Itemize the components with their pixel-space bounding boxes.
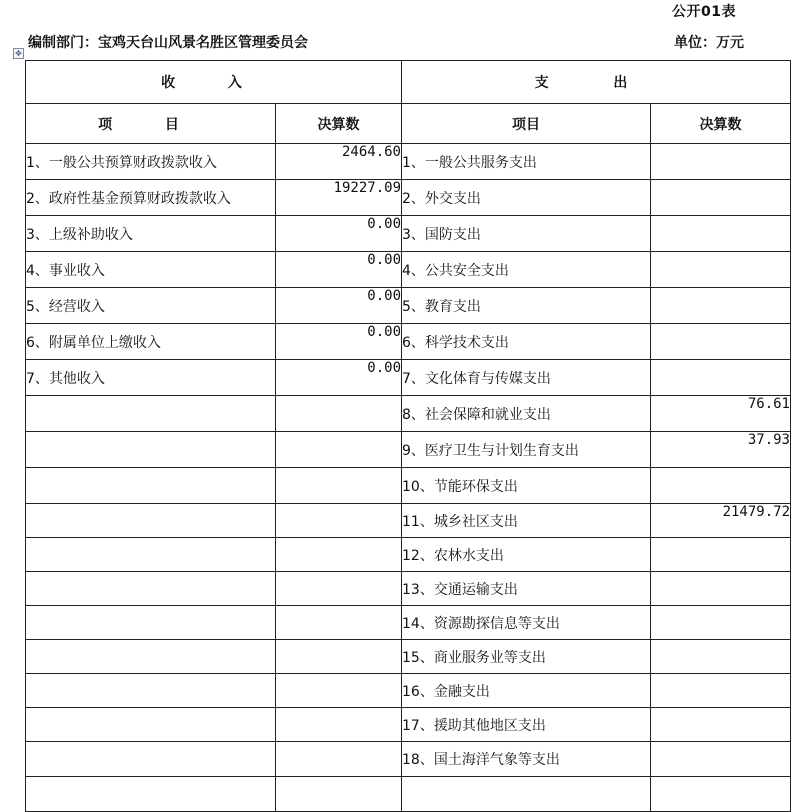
income-item-cell[interactable]: 4、事业收入 [26,252,276,288]
income-amount-col-header: 决算数 [276,104,402,144]
form-number: 公开01表 [672,4,736,20]
income-item-cell[interactable]: 7、其他收入 [26,360,276,396]
table-row [26,777,791,812]
expense-item-cell[interactable]: 2、外交支出 [402,180,651,216]
income-amount-cell[interactable] [276,777,402,812]
expense-amount-cell[interactable] [651,538,791,572]
expense-item-cell[interactable]: 9、医疗卫生与计划生育支出 [402,432,651,468]
income-amount-cell[interactable]: 0.00 [276,288,402,324]
income-item-cell[interactable]: 1、一般公共预算财政拨款收入 [26,144,276,180]
table-row [26,504,791,538]
table-row [26,674,791,708]
income-item-cell[interactable] [26,538,276,572]
income-amount-cell[interactable]: 2464.60 [276,144,402,180]
income-amount-cell[interactable] [276,674,402,708]
expense-header: 支 出 [402,61,791,104]
income-item-cell[interactable] [26,468,276,504]
expense-amount-cell[interactable] [651,144,791,180]
income-amount-cell[interactable]: 19227.09 [276,180,402,216]
expense-amount-cell[interactable] [651,468,791,504]
income-amount-cell[interactable] [276,708,402,742]
expense-item-cell[interactable]: 5、教育支出 [402,288,651,324]
income-amount-cell[interactable] [276,396,402,432]
expense-amount-cell[interactable]: 21479.72 [651,504,791,538]
expense-item-cell[interactable]: 3、国防支出 [402,216,651,252]
income-amount-cell[interactable]: 0.00 [276,216,402,252]
income-item-cell[interactable]: 5、经营收入 [26,288,276,324]
income-amount-cell[interactable]: 0.00 [276,324,402,360]
income-amount-cell[interactable] [276,640,402,674]
expense-amount-cell[interactable] [651,640,791,674]
expense-item-cell[interactable]: 11、城乡社区支出 [402,504,651,538]
column-header-row [26,104,791,144]
expense-item-cell[interactable]: 17、援助其他地区支出 [402,708,651,742]
income-item-cell[interactable] [26,742,276,777]
income-item-cell[interactable]: 3、上级补助收入 [26,216,276,252]
income-item-cell[interactable] [26,504,276,538]
expense-amount-cell[interactable] [651,252,791,288]
department-label: 编制部门：宝鸡天台山风景名胜区管理委员会 [28,35,308,51]
budget-table [25,60,791,812]
table-row [26,708,791,742]
expense-item-cell[interactable]: 18、国土海洋气象等支出 [402,742,651,777]
expense-item-cell[interactable]: 16、金融支出 [402,674,651,708]
expense-item-cell[interactable]: 7、文化体育与传媒支出 [402,360,651,396]
table-row [26,216,791,252]
income-amount-cell[interactable] [276,572,402,606]
table-move-handle-icon[interactable]: ✥ [13,48,24,59]
income-item-cell[interactable]: 6、附属单位上缴收入 [26,324,276,360]
income-item-col-header: 项 目 [26,104,276,144]
table-row [26,432,791,468]
expense-item-cell[interactable]: 13、交通运输支出 [402,572,651,606]
table-row [26,640,791,674]
table-row [26,180,791,216]
table-row [26,606,791,640]
income-amount-cell[interactable]: 0.00 [276,360,402,396]
income-item-cell[interactable] [26,777,276,812]
table-row [26,742,791,777]
table-row [26,288,791,324]
income-amount-cell[interactable] [276,468,402,504]
table-row [26,324,791,360]
table-row [26,252,791,288]
expense-item-cell[interactable]: 15、商业服务业等支出 [402,640,651,674]
table-row [26,572,791,606]
expense-item-cell[interactable]: 10、节能环保支出 [402,468,651,504]
expense-amount-cell[interactable]: 76.61 [651,396,791,432]
expense-item-cell[interactable]: 12、农林水支出 [402,538,651,572]
income-amount-cell[interactable] [276,538,402,572]
table-row [26,468,791,504]
expense-item-cell[interactable]: 14、资源勘探信息等支出 [402,606,651,640]
header-row [28,32,746,52]
expense-item-col-header: 项目 [402,104,651,144]
income-amount-cell[interactable] [276,432,402,468]
income-item-cell[interactable] [26,396,276,432]
expense-item-cell[interactable]: 4、公共安全支出 [402,252,651,288]
expense-amount-cell[interactable] [651,606,791,640]
expense-amount-cell[interactable] [651,360,791,396]
table-row [26,360,791,396]
table-body [26,144,791,812]
expense-item-cell[interactable]: 1、一般公共服务支出 [402,144,651,180]
income-item-cell[interactable] [26,572,276,606]
expense-amount-cell[interactable] [651,288,791,324]
income-item-cell[interactable] [26,674,276,708]
income-header: 收 入 [26,61,402,104]
income-amount-cell[interactable] [276,504,402,538]
expense-item-cell[interactable]: 6、科学技术支出 [402,324,651,360]
income-item-cell[interactable] [26,708,276,742]
income-item-cell[interactable] [26,606,276,640]
income-amount-cell[interactable]: 0.00 [276,252,402,288]
expense-amount-cell[interactable] [651,572,791,606]
expense-item-cell[interactable] [402,777,651,812]
income-amount-cell[interactable] [276,606,402,640]
income-item-cell[interactable] [26,432,276,468]
group-header-row [26,61,791,104]
unit-label: 单位：万元 [674,35,744,51]
expense-amount-cell[interactable] [651,742,791,777]
expense-amount-cell[interactable] [651,180,791,216]
expense-item-cell[interactable]: 8、社会保障和就业支出 [402,396,651,432]
income-item-cell[interactable]: 2、政府性基金预算财政拨款收入 [26,180,276,216]
expense-amount-cell[interactable] [651,216,791,252]
table-row [26,538,791,572]
expense-amount-cell[interactable] [651,777,791,812]
table-row [26,144,791,180]
income-amount-cell[interactable] [276,742,402,777]
expense-amount-col-header: 决算数 [651,104,791,144]
table-row [26,396,791,432]
income-item-cell[interactable] [26,640,276,674]
expense-amount-cell[interactable] [651,324,791,360]
expense-amount-cell[interactable] [651,674,791,708]
expense-amount-cell[interactable] [651,708,791,742]
expense-amount-cell[interactable]: 37.93 [651,432,791,468]
